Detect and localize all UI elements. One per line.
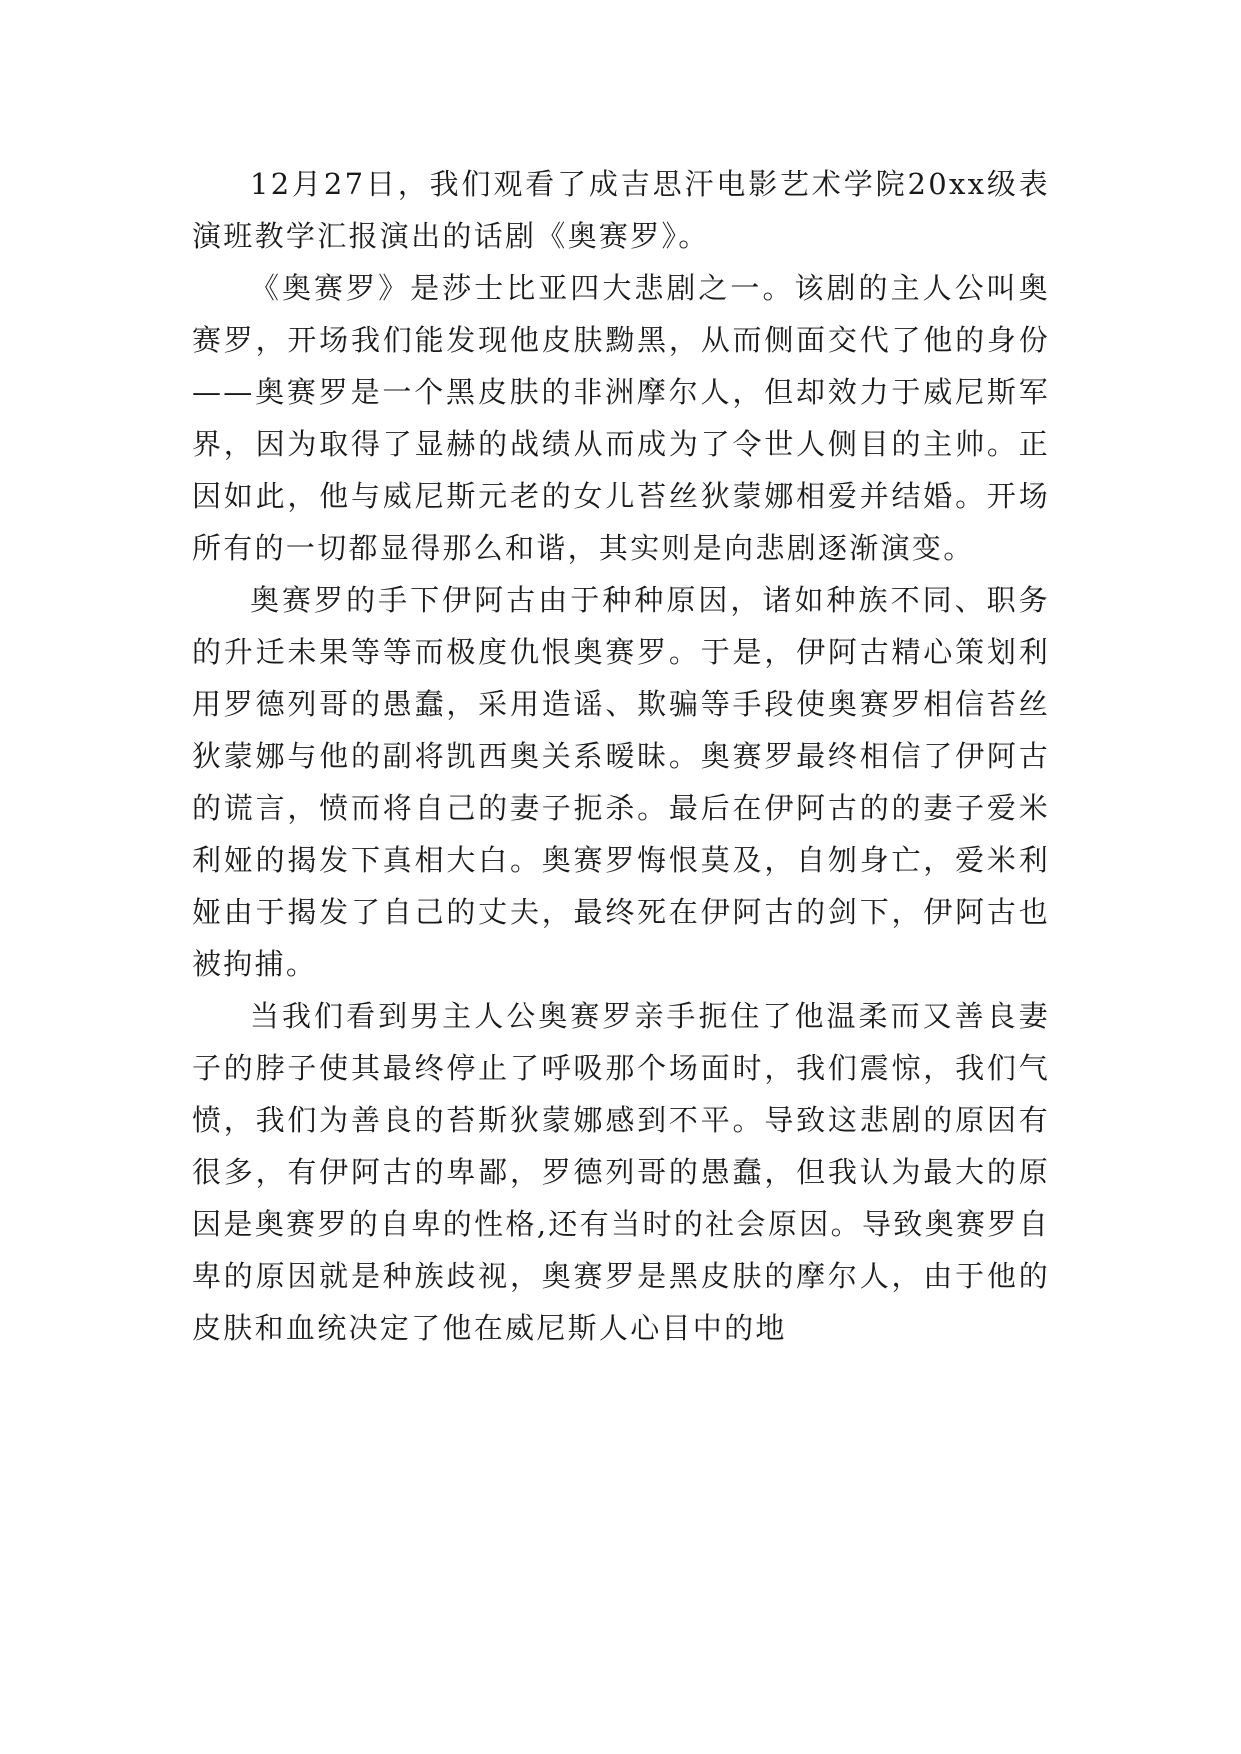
document-body	[192, 158, 1050, 1354]
paragraph-3: 奥赛罗的手下伊阿古由于种种原因，诸如种族不同、职务的升迁未果等等而极度仇恨奥赛罗。于是，伊阿古精心策划利用罗德列哥的愚蠢，采用造谣、欺骗等手段使奥赛罗相信苔丝狄蒙娜与他的副将凯西奥关系暧昧。奥赛罗最终相信了伊阿古的谎言，愤而将自己的妻子扼杀。最后在伊阿古的的妻子爱米利娅的揭发下真相大白。奥赛罗悔恨莫及，自刎身亡，爱米利娅由于揭发了自己的丈夫，最终死在伊阿古的剑下，伊阿古也被拘捕。	[192, 583, 1050, 981]
paragraph-1: 12月27日，我们观看了成吉思汗电影艺术学院20xx级表演班教学汇报演出的话剧《奥赛罗》。	[192, 167, 1050, 253]
paragraph-2: 《奥赛罗》是莎士比亚四大悲剧之一。该剧的主人公叫奥赛罗，开场我们能发现他皮肤黝黑，从而侧面交代了他的身份——奥赛罗是一个黑皮肤的非洲摩尔人，但却效力于威尼斯军界，因为取得了显赫的战绩从而成为了令世人侧目的主帅。正因如此，他与威尼斯元老的女儿苔丝狄蒙娜相爱并结婚。开场所有的一切都显得那么和谐，其实则是向悲剧逐渐演变。	[192, 271, 1050, 565]
paragraph-4: 当我们看到男主人公奥赛罗亲手扼住了他温柔而又善良妻子的脖子使其最终停止了呼吸那个场面时，我们震惊，我们气愤，我们为善良的苔斯狄蒙娜感到不平。导致这悲剧的原因有很多，有伊阿古的卑鄙，罗德列哥的愚蠢，但我认为最大的原因是奥赛罗的自卑的性格,还有当时的社会原因。导致奥赛罗自卑的原因就是种族歧视，奥赛罗是黑皮肤的摩尔人，由于他的皮肤和血统决定了他在威尼斯人心目中的地	[192, 999, 1050, 1345]
